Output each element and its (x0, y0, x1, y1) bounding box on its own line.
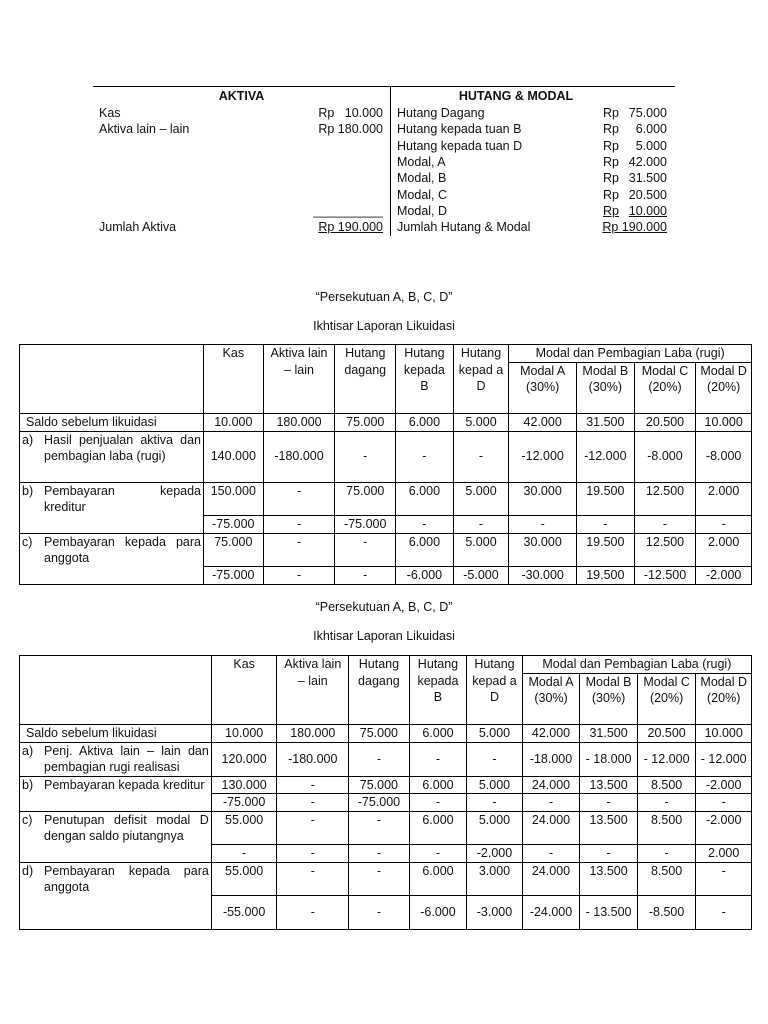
cell-value: 42.000 (522, 724, 580, 742)
cell-value: 180.000 (263, 413, 335, 431)
cell-value: - (453, 516, 509, 534)
cell-value: 19.500 (577, 567, 635, 585)
cell-value: 24.000 (522, 776, 580, 794)
cell-value: -8.000 (696, 431, 752, 482)
jumlah-aktiva-label: Jumlah Aktiva (99, 220, 177, 234)
cell-value: - (349, 811, 410, 845)
cell-value: - (349, 742, 410, 776)
liability-label: Modal, C (397, 187, 448, 202)
cell-value: 30.000 (509, 482, 577, 516)
cell-value: 150.000 (204, 482, 264, 516)
row-label (22, 795, 26, 809)
row-description (20, 896, 212, 930)
cell-value: 5.000 (453, 413, 509, 431)
cell-value: 20.500 (637, 724, 696, 742)
cell-value: 2.000 (696, 482, 752, 516)
cell-value: - (637, 794, 696, 812)
cell-value: 5.000 (467, 724, 523, 742)
liability-label: Modal, A (397, 154, 446, 169)
cell-value: - (696, 862, 752, 896)
jumlah-hutang-modal-label: Jumlah Hutang & Modal (397, 220, 531, 234)
blank-line: __________ (313, 204, 383, 218)
liability-label: Modal, B (397, 171, 447, 186)
table2-title: “Persekutuan A, B, C, D” (315, 600, 453, 614)
cell-value: 75.000 (349, 724, 410, 742)
cell-value: - (696, 516, 752, 534)
cell-value: - (696, 896, 752, 930)
cell-value: -2.000 (696, 811, 752, 845)
cell-value: - 18.000 (580, 742, 638, 776)
cell-value: 140.000 (204, 431, 264, 482)
cell-value: 6.000 (396, 482, 454, 516)
cell-value: -18.000 (522, 742, 580, 776)
table-row (20, 413, 752, 431)
cell-value: 5.000 (453, 482, 509, 516)
table-row (20, 811, 752, 845)
row-label: Pembayaran kepada kreditur (44, 483, 201, 514)
row-label: Saldo sebelum likuidasi (26, 414, 157, 429)
cell-value: -6.000 (409, 896, 467, 930)
header-hutang-d: Hutang kepad a D (467, 656, 523, 725)
cell-value: 19.500 (577, 533, 635, 567)
cell-value: -3.000 (467, 896, 523, 930)
cell-value: - (263, 482, 335, 516)
cell-value: -12.500 (634, 567, 696, 585)
cell-value: -6.000 (396, 567, 454, 585)
cell-value: 13.500 (580, 862, 638, 896)
row-description (20, 742, 212, 776)
cell-value: - (409, 742, 467, 776)
liability-currency: Rp (603, 154, 619, 169)
row-description (20, 533, 204, 567)
liability-label: Hutang Dagang (397, 106, 485, 120)
aktiva-lain-amount: Rp 180.000 (318, 122, 383, 136)
cell-value: 55.000 (211, 862, 277, 896)
cell-value: 2.000 (696, 845, 752, 863)
cell-value: - 13.500 (580, 896, 638, 930)
row-letter: c) (22, 534, 33, 549)
row-label: Pembayaran kepada para anggota (44, 534, 201, 565)
table-row (20, 482, 752, 516)
row-description (20, 794, 212, 812)
cell-value: - (263, 516, 335, 534)
cell-value: - (637, 845, 696, 863)
liquidation-table-1 (19, 344, 752, 585)
balance-top-rule (93, 86, 675, 87)
row-label: Penutupan defisit modal D dengan saldo piutangnya (44, 812, 209, 843)
cell-value: 24.000 (522, 811, 580, 845)
cell-value: -2.000 (696, 567, 752, 585)
balance-sheet (93, 86, 675, 236)
cell-value: -55.000 (211, 896, 277, 930)
balance-divider (390, 86, 391, 236)
header-modal-b: Modal B (30%) (577, 362, 635, 413)
liability-amount: 31.500 (628, 171, 667, 186)
row-description (20, 516, 204, 534)
table-row (20, 794, 752, 812)
liability-currency: Rp (603, 203, 619, 218)
row-label: Hasil penjualan aktiva dan pembagian laba (rugi) (44, 432, 201, 463)
table-row (20, 896, 752, 930)
cell-value: - (634, 516, 696, 534)
liability-currency: Rp (603, 138, 619, 153)
cell-value: - (577, 516, 635, 534)
liability-currency: Rp (603, 171, 619, 186)
header-modal-b: Modal B (30%) (580, 673, 638, 724)
liability-label: Hutang kepada tuan B (397, 122, 522, 137)
header-hutang-b: Hutang kepada B (396, 345, 454, 414)
cell-value: -75.000 (211, 794, 277, 812)
cell-value: - (263, 567, 335, 585)
cell-value: 19.500 (577, 482, 635, 516)
header-blank-cell (20, 345, 204, 414)
cell-value: - (277, 845, 349, 863)
liability-label: Hutang kepada tuan D (397, 138, 523, 153)
table-row (20, 533, 752, 567)
liability-amount: 20.500 (628, 187, 667, 202)
cell-value: - (396, 516, 454, 534)
table1-title: “Persekutuan A, B, C, D” (315, 290, 453, 304)
row-label (22, 517, 26, 531)
header-modal-d: Modal D (20%) (696, 673, 752, 724)
cell-value: 6.000 (409, 776, 467, 794)
table-row (20, 776, 752, 794)
cell-value: 31.500 (577, 413, 635, 431)
row-description (20, 482, 204, 516)
cell-value: - (349, 845, 410, 863)
row-label (22, 568, 26, 582)
row-description (20, 862, 212, 896)
cell-value: - (396, 431, 454, 482)
header-modal-d: Modal D (20%) (696, 362, 752, 413)
cell-value: 120.000 (211, 742, 277, 776)
cell-value: - (580, 845, 638, 863)
row-label: Pembayaran kepada kreditur (44, 777, 205, 792)
cell-value: 13.500 (580, 776, 638, 794)
cell-value: - (335, 431, 396, 482)
cell-value: 6.000 (409, 862, 467, 896)
kas-label: Kas (99, 106, 121, 120)
cell-value: - (467, 794, 523, 812)
cell-value: - (349, 896, 410, 930)
cell-value: 6.000 (409, 811, 467, 845)
cell-value: - (263, 533, 335, 567)
cell-value: - (453, 431, 509, 482)
table1-subtitle: Ikhtisar Laporan Likuidasi (313, 319, 455, 333)
header-modal-a: Modal A (30%) (509, 362, 577, 413)
header-modal-a: Modal A (30%) (522, 673, 580, 724)
row-letter: a) (22, 743, 34, 758)
header-hutang-dagang: Hutang dagang (349, 656, 410, 725)
cell-value: 12.500 (634, 533, 696, 567)
table-row (20, 516, 752, 534)
cell-value: -75.000 (204, 516, 264, 534)
header-modal-c: Modal C (20%) (634, 362, 696, 413)
row-description (20, 724, 212, 742)
hutang-modal-header: HUTANG & MODAL (458, 89, 574, 103)
cell-value: -2.000 (696, 776, 752, 794)
cell-value: 8.500 (637, 862, 696, 896)
cell-value: - (277, 862, 349, 896)
table-row (20, 724, 752, 742)
cell-value: 42.000 (509, 413, 577, 431)
table-row (20, 862, 752, 896)
cell-value: 8.500 (637, 776, 696, 794)
liability-currency: Rp (603, 106, 619, 120)
header-aktiva: Aktiva lain – lain (263, 345, 335, 414)
cell-value: - (409, 845, 467, 863)
row-description (20, 431, 204, 482)
cell-value: - (335, 533, 396, 567)
cell-value: -75.000 (349, 794, 410, 812)
cell-value: 13.500 (580, 811, 638, 845)
row-label: Penj. Aktiva lain – lain dan pembagian rugi realisasi (44, 743, 209, 774)
jumlah-aktiva-amount: Rp 190.000 (318, 220, 383, 234)
cell-value: 6.000 (396, 413, 454, 431)
table2-subtitle: Ikhtisar Laporan Likuidasi (313, 629, 455, 643)
row-description (20, 811, 212, 845)
row-letter: b) (22, 483, 34, 498)
cell-value: 5.000 (467, 811, 523, 845)
table-row (20, 845, 752, 863)
liability-currency: Rp (603, 122, 619, 137)
cell-value: - (467, 742, 523, 776)
aktiva-lain-label: Aktiva lain – lain (99, 122, 190, 136)
cell-value: - (277, 794, 349, 812)
cell-value: -75.000 (204, 567, 264, 585)
cell-value: 3.000 (467, 862, 523, 896)
cell-value: 10.000 (696, 724, 752, 742)
liability-amount: 75.000 (628, 106, 667, 120)
cell-value: - (580, 794, 638, 812)
cell-value: 8.500 (637, 811, 696, 845)
row-label (22, 897, 26, 911)
cell-value: 20.500 (634, 413, 696, 431)
cell-value: -180.000 (277, 742, 349, 776)
liability-amount: 10.000 (628, 203, 667, 218)
cell-value: - (522, 794, 580, 812)
header-aktiva: Aktiva lain – lain (277, 656, 349, 725)
row-label: Pembayaran kepada para anggota (44, 863, 209, 894)
cell-value: 55.000 (211, 811, 277, 845)
header-kas: Kas (211, 656, 277, 725)
header-modal-group: Modal dan Pembagian Laba (rugi) (509, 345, 752, 363)
cell-value: - (349, 862, 410, 896)
header-hutang-d: Hutang kepad a D (453, 345, 509, 414)
cell-value: -30.000 (509, 567, 577, 585)
cell-value: - 12.000 (637, 742, 696, 776)
cell-value: -75.000 (335, 516, 396, 534)
table-row (20, 431, 752, 482)
row-description (20, 567, 204, 585)
cell-value: - (277, 776, 349, 794)
cell-value: 6.000 (409, 724, 467, 742)
header-kas: Kas (204, 345, 264, 414)
header-hutang-dagang: Hutang dagang (335, 345, 396, 414)
row-letter: a) (22, 432, 34, 447)
cell-value: 180.000 (277, 724, 349, 742)
row-label (22, 846, 26, 860)
cell-value: - (522, 845, 580, 863)
cell-value: - (211, 845, 277, 863)
cell-value: -12.000 (509, 431, 577, 482)
cell-value: - (335, 567, 396, 585)
aktiva-header: AKTIVA (218, 89, 265, 103)
header-hutang-b: Hutang kepada B (409, 656, 467, 725)
table-header-row (20, 656, 752, 674)
cell-value: - 12.000 (696, 742, 752, 776)
liquidation-table-2 (19, 655, 752, 930)
cell-value: 2.000 (696, 533, 752, 567)
row-letter: c) (22, 812, 33, 827)
table-row (20, 742, 752, 776)
cell-value: - (277, 811, 349, 845)
cell-value: - (509, 516, 577, 534)
cell-value: -5.000 (453, 567, 509, 585)
liability-amount: 42.000 (628, 154, 667, 169)
table-header-row (20, 345, 752, 363)
liability-amount: 6.000 (635, 122, 667, 137)
cell-value: 5.000 (467, 776, 523, 794)
header-modal-c: Modal C (20%) (637, 673, 696, 724)
cell-value: 24.000 (522, 862, 580, 896)
cell-value: 5.000 (453, 533, 509, 567)
header-modal-group: Modal dan Pembagian Laba (rugi) (522, 656, 751, 674)
cell-value: -24.000 (522, 896, 580, 930)
cell-value: -12.000 (577, 431, 635, 482)
row-description (20, 413, 204, 431)
cell-value: 130.000 (211, 776, 277, 794)
cell-value: - (696, 794, 752, 812)
liability-currency: Rp (603, 187, 619, 202)
row-letter: b) (22, 777, 34, 792)
cell-value: -8.000 (634, 431, 696, 482)
cell-value: 75.000 (349, 776, 410, 794)
cell-value: - (277, 896, 349, 930)
cell-value: 10.000 (211, 724, 277, 742)
liability-amount: 5.000 (635, 138, 667, 153)
row-description (20, 845, 212, 863)
cell-value: -180.000 (263, 431, 335, 482)
header-blank-cell (20, 656, 212, 725)
cell-value: -2.000 (467, 845, 523, 863)
kas-amount: Rp 10.000 (318, 106, 383, 120)
row-label: Saldo sebelum likuidasi (26, 725, 157, 740)
cell-value: 75.000 (204, 533, 264, 567)
cell-value: 30.000 (509, 533, 577, 567)
cell-value: -8.500 (637, 896, 696, 930)
cell-value: 75.000 (335, 413, 396, 431)
cell-value: - (409, 794, 467, 812)
cell-value: 12.500 (634, 482, 696, 516)
cell-value: 31.500 (580, 724, 638, 742)
jumlah-hutang-modal-amount: Rp 190.000 (602, 220, 667, 234)
cell-value: 10.000 (204, 413, 264, 431)
row-letter: d) (22, 863, 34, 878)
row-description (20, 776, 212, 794)
liability-label: Modal, D (397, 203, 448, 218)
table-row (20, 567, 752, 585)
cell-value: 75.000 (335, 482, 396, 516)
cell-value: 6.000 (396, 533, 454, 567)
cell-value: 10.000 (696, 413, 752, 431)
